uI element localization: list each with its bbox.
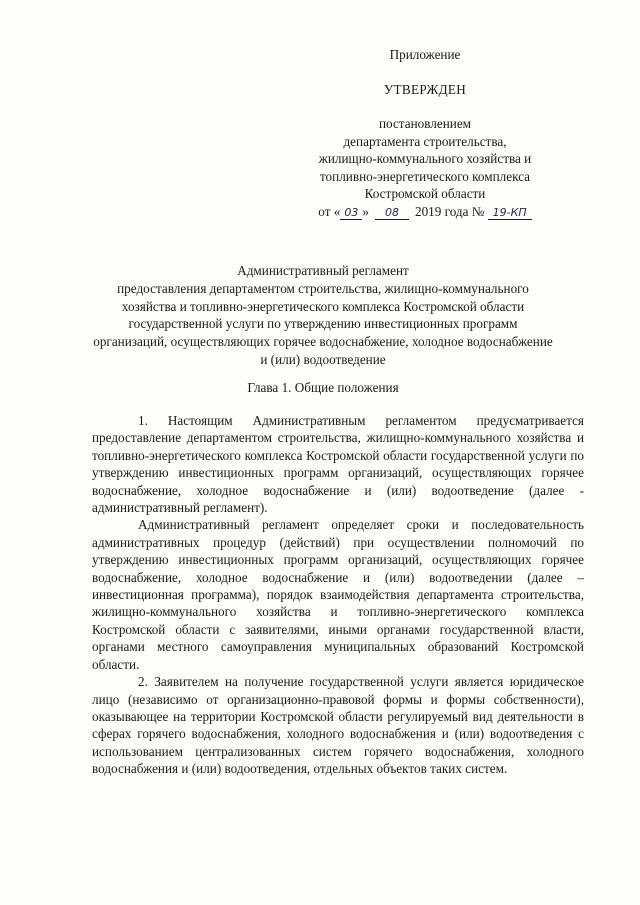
paragraph: 1. Настоящим Административным регламентом предусматривается предоставление департаментом строительства, жилищно-коммунального хозяйства и топливно-энергетического комплекса Костромской области государственной услуги по утверждению инвестиционных программ организаций, осуществляющих горячее водоснабжение, холодное водоснабжение и (или) водоотведение (далее - административный регламент).	[92, 413, 584, 516]
document-body	[92, 412, 584, 778]
approval-line: жилищно-коммунального хозяйства и	[318, 151, 532, 166]
date-day: 03	[340, 207, 362, 220]
date-year: 2019 года №	[414, 203, 485, 219]
date-mid: »	[362, 203, 369, 219]
approved-stamp: УТВЕРЖДЕН	[383, 81, 467, 97]
approval-line: департамента строительства,	[343, 133, 507, 149]
title-heading: Административный регламент	[237, 263, 409, 278]
title-subject: предоставления департаментом строительства, жилищно-коммунального хозяйства и топливно-энергетического комплекса Костромской области государственной услуги по утверждению инвестиционных программ организаций, осуществляющих горячее водоснабжение, холодное водоснабжение и (или) водоотведение	[93, 280, 553, 367]
date-prefix: от «	[318, 203, 341, 219]
approval-line: топливно-энергетического комплекса	[319, 168, 531, 184]
approval-block	[300, 46, 550, 220]
chapter-heading: Глава 1. Общие положения	[247, 380, 399, 395]
paragraph: Административный регламент определяет сроки и последовательность административных процедур (действий) при осуществлении полномочий по утверждению инвестиционных программ организаций, осуществляющих горячее водоснабжение, холодное водоснабжение и (или) водоотведении (далее – инвестиционная программа), порядок взаимодействия департамента строительства, жилищно-коммунального хозяйства и топливно-энергетического комплекса Костромской области с заявителями, иными органами государственной власти, органами местного самоуправления муниципальных образований Костромской области.	[92, 517, 584, 672]
document-number: 19-КП	[488, 207, 532, 220]
date-line	[300, 203, 550, 221]
approval-line: постановлением	[378, 116, 472, 131]
attachment-label: Приложение	[389, 47, 461, 62]
regulation-title	[92, 262, 554, 369]
date-month: 08	[375, 207, 409, 220]
approval-line: Костромской области	[364, 186, 486, 201]
paragraph: 2. Заявителем на получение государственной услуги является юридическое лицо (независимо от организационно-правовой формы и формы собственности), оказывающее на территории Костромской области регулируемый вид деятельности в сферах горячего водоснабжения, холодного водоснабжения и (или) водоотведения с использованием централизованных систем горячего водоснабжения, холодного водоснабжения и (или) водоотведения, отдельных объектов таких систем.	[92, 674, 584, 777]
